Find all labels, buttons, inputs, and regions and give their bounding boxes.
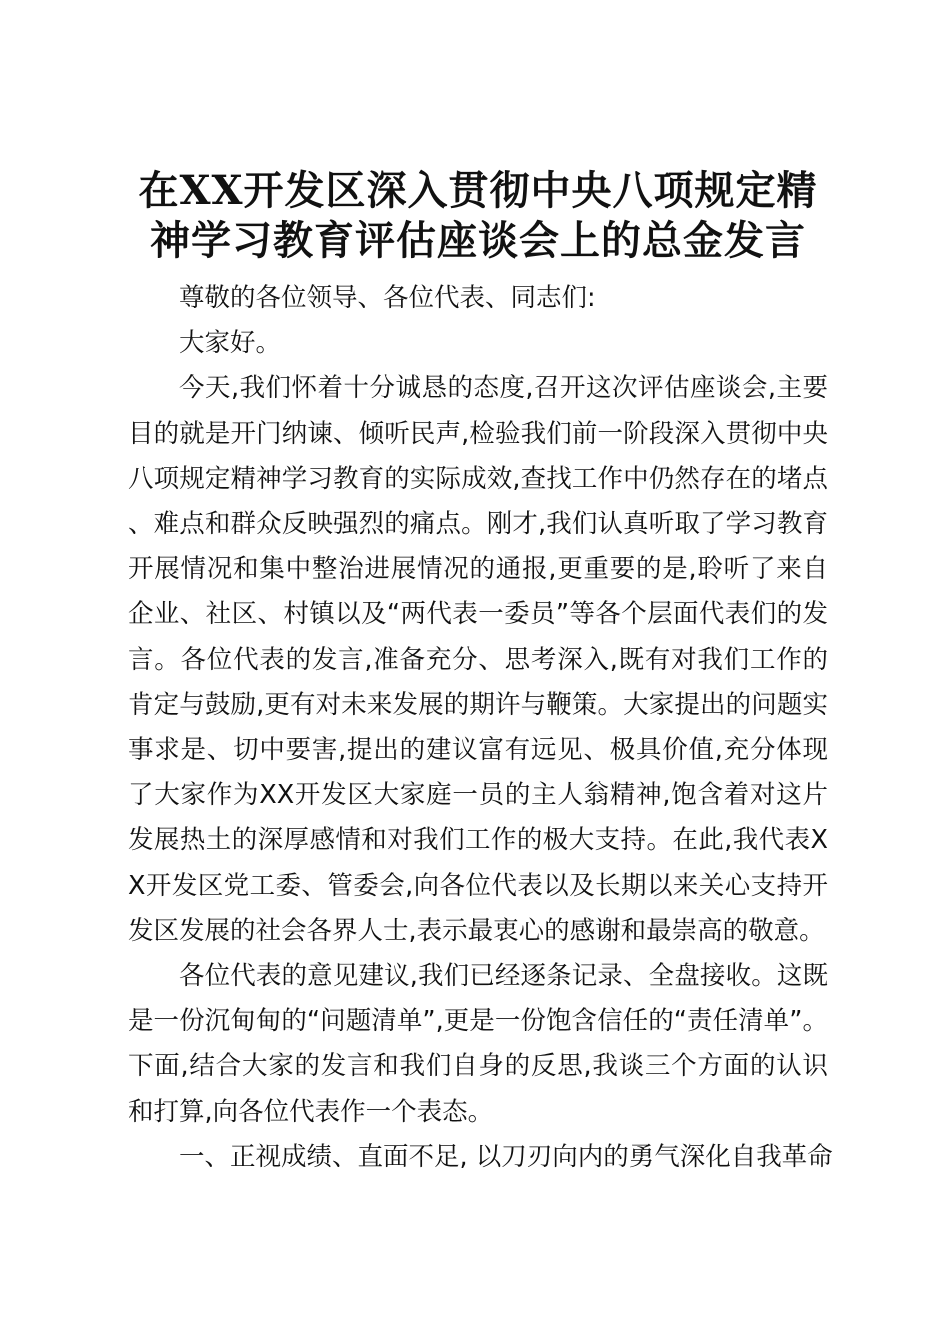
opening-paragraph: 今天,我们怀着十分诚恳的态度,召开这次评估座谈会,主要目的就是开门纳谏、倾听民声,检验我们前一阶段深入贯彻中央八项规定精神学习教育的实际成效,查找工作中仍然存在的堵点、难点和群众反映强烈的痛点。刚才,我们认真听取了学习教育开展情况和集中整治进展情况的通报,更重要的是,聆听了来自企业、社区、村镇以及“两代表一委员”等各个层面代表们的发言。各位代表的发言,准备充分、思考深入,既有对我们工作的肯定与鼓励,更有对未来发展的期许与鞭策。大家提出的问题实事求是、切中要害,提出的建议富有远见、极具价值,充分体现了大家作为XX开发区大家庭一员的主人翁精神,饱含着对这片发展热土的深厚感情和对我们工作的极大支持。在此,我代表XX开发区党工委、管委会,向各位代表以及长期以来关心支持开发区发展的社会各界人士,表示最衷心的感谢和最崇高的敬意。 xyxy=(128,373,828,946)
commitment-paragraph: 各位代表的意见建议,我们已经逐条记录、全盘接收。这既是一份沉甸甸的“问题清单”,更是一份饱含信任的“责任清单”。下面,结合大家的发言和我们自身的反思,我谈三个方面的认识和打算,向各位代表作一个表态。 xyxy=(128,961,828,1127)
document-body xyxy=(128,276,833,1180)
title-line-2: 神学习教育评估座谈会上的总金发言 xyxy=(150,217,806,264)
salutation-paragraph: 尊敬的各位领导、各位代表、同志们: xyxy=(179,283,596,313)
section-heading: 一、正视成绩、直面不足, 以刀刃向内的勇气深化自我革命 xyxy=(179,1141,833,1172)
greeting-paragraph: 大家好。 xyxy=(179,328,282,359)
title-line-1: 在XX开发区深入贯彻中央八项规定精 xyxy=(138,167,818,214)
document-title xyxy=(128,166,828,266)
